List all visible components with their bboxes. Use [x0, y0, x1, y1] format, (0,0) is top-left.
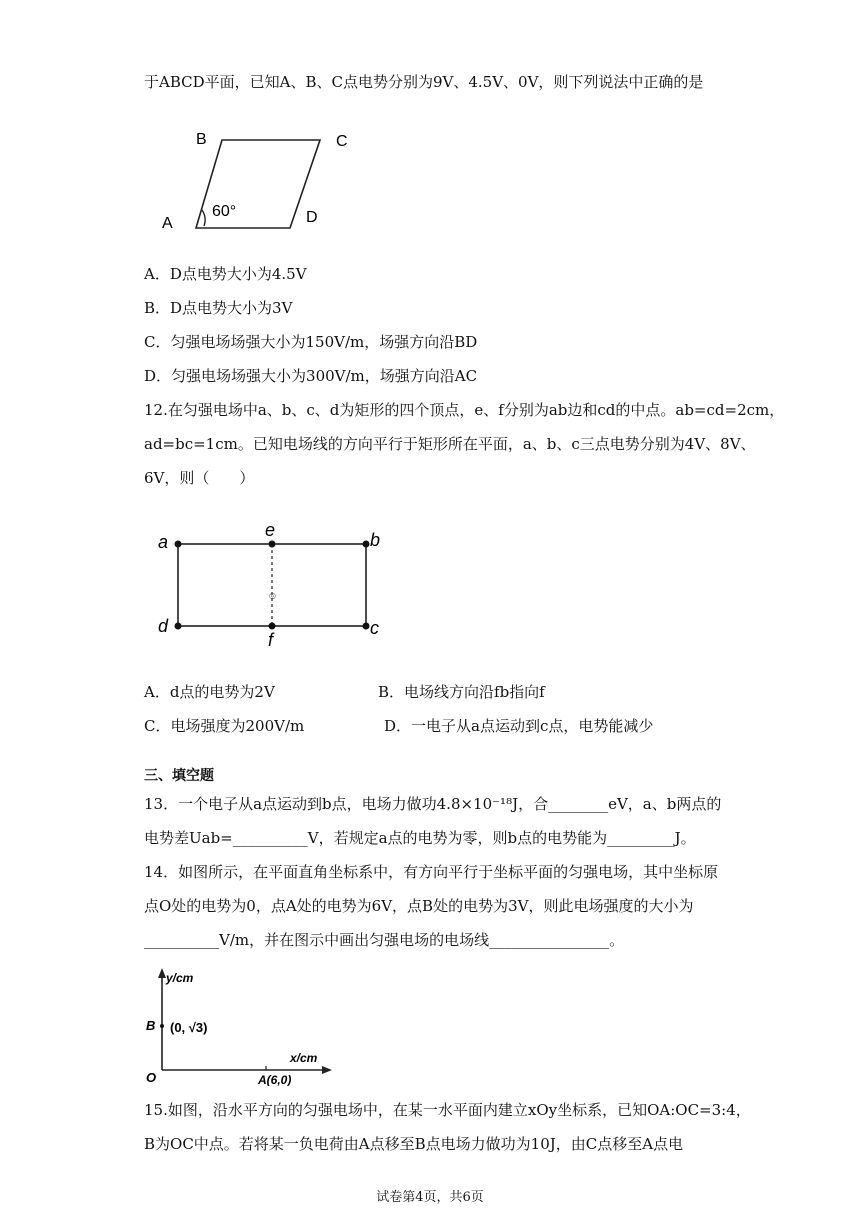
q11-label-A: A [162, 215, 173, 232]
q11-label-D: D [306, 209, 318, 226]
q11-option-a: A．D点电势大小为4.5V [144, 265, 307, 283]
q14-x-axis-label: x/cm [290, 1051, 318, 1065]
q11-option-b: B．D点电势大小为3V [144, 299, 293, 317]
q14-line3: __________V/m，并在图示中画出匀强电场的电场线________________。 [144, 931, 625, 949]
q14-line1: 14．如图所示，在平面直角坐标系中，有方向平行于坐标平面的匀强电场，其中坐标原 [144, 863, 719, 881]
q14-B-coord: (0, √3) [170, 1020, 208, 1035]
q12-option-c: C．电场强度为200V/m [144, 717, 305, 735]
q12-stem-line2: ad=bc=1cm。已知电场线的方向平行于矩形所在平面，a、b、c三点电势分别为4V、8V、 [144, 435, 756, 453]
q11-option-d: D．匀强电场场强大小为300V/m，场强方向沿AC [144, 367, 478, 385]
q12-label-c: c [370, 618, 379, 638]
q12-stem-line3: 6V，则（ ） [144, 469, 255, 487]
q12-stem-line1: 12.在匀强电场中a、b、c、d为矩形的四个顶点，e、f分别为ab边和cd的中点。ab=cd=2cm， [144, 401, 785, 419]
q15-line2: B为OC中点。若将某一负电荷由A点移至B点电场力做功为10J，由C点移至A点电 [144, 1135, 684, 1153]
section-title: 三、填空题 [144, 768, 214, 784]
q13-line2: 电势差Uab=__________V，若规定a点的电势为零，则b点的电势能为_________J。 [144, 829, 696, 847]
q12-label-e: e [265, 522, 276, 540]
q14-coordinate-figure [140, 966, 340, 1086]
q11-label-B: B [196, 131, 207, 148]
q15-line1: 15.如图，沿水平方向的匀强电场中，在某一水平面内建立xOy坐标系，已知OA:OC=3:4， [144, 1101, 751, 1119]
q14-B-label: B [146, 1018, 156, 1033]
q12-option-d: D．一电子从a点运动到c点，电势能减少 [384, 717, 654, 735]
q12-label-d: d [158, 616, 169, 636]
q11-parallelogram-figure [150, 118, 370, 238]
q12-label-b: b [370, 530, 381, 550]
q12-label-a: a [158, 532, 169, 552]
q13-line1: 13．一个电子从a点运动到b点，电场力做功4.8×10⁻¹⁸J，合________eV，a、b两点的 [144, 795, 722, 813]
q14-origin-label: O [146, 1070, 157, 1085]
q11-angle-label: 60° [212, 203, 237, 220]
q14-A-label: A(6,0) [258, 1073, 292, 1086]
q14-y-axis-label: y/cm [166, 971, 194, 985]
page-footer: 试卷第4页，共6页 [376, 1190, 484, 1205]
q14-line2: 点O处的电势为0，点A处的电势为6V，点B处的电势为3V，则此电场强度的大小为 [144, 897, 694, 915]
q11-label-C: C [336, 133, 348, 150]
svg-text:◎: ◎ [269, 591, 276, 600]
q12-label-f: f [268, 630, 274, 650]
q11-stem: 于ABCD平面，已知A、B、C点电势分别为9V、4.5V、0V，则下列说法中正确的是 [144, 73, 704, 91]
q11-option-c: C．匀强电场场强大小为150V/m，场强方向沿BD [144, 333, 478, 351]
q12-option-b: B．电场线方向沿fb指向f [378, 683, 545, 701]
q12-rectangle-figure [150, 522, 400, 652]
q12-option-a: A．d点的电势为2V [144, 683, 275, 701]
